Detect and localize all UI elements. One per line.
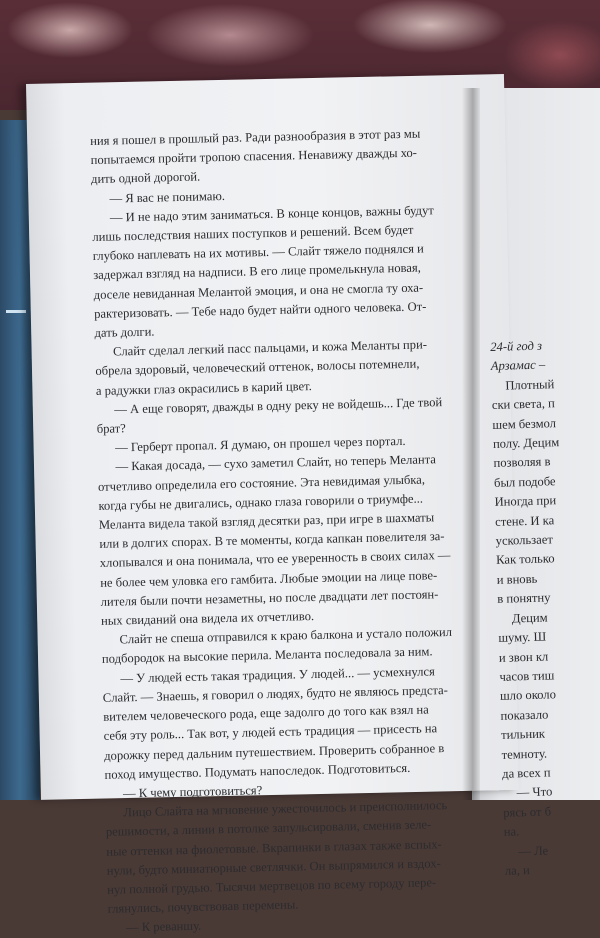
text-line: — К реваншу. [125, 919, 202, 935]
text-line: — Какая досада, — сухо заметил Слайт, но теперь Меланта [115, 452, 437, 474]
text-line: часов тиш [499, 668, 555, 684]
text-line: лителя были почти незаметны, но после двадцати лет постоян- [100, 587, 439, 609]
text-line: ных свиданий она видела их отчетливо. [100, 609, 315, 628]
cover-stripe [6, 310, 26, 313]
text-line: ния я пошел в прошлый раз. Ради разнообразия в этот раз мы [90, 126, 421, 148]
text-line: шло около [499, 687, 557, 704]
text-line: и звон кл [498, 649, 549, 665]
text-line: дить одной дорогой. [90, 169, 201, 187]
text-line: Меланта видела такой взгляд десятки раз, при игре в шахматы [98, 510, 435, 532]
text-line: когда губы не двигались, однако глаза говорили о триумфе... [98, 491, 424, 513]
text-line: хлопывался и она понимала, что ее уверенность в своих силах — [99, 548, 451, 571]
text-line: — А еще говорят, дважды в одну реку не войдешь... Где твой [114, 394, 443, 417]
left-page-text [90, 123, 496, 938]
text-line: шуму. Ш [498, 629, 547, 645]
text-line: нул полной грудью. Тысячи мертвецов по всему городу пере- [107, 875, 437, 897]
text-line: — Что [516, 784, 553, 800]
text-line: да всех п [501, 765, 551, 781]
text-line: Плотный [505, 377, 555, 393]
text-line: рясь от б [503, 804, 552, 820]
text-line: на. [503, 824, 520, 839]
text-line: Децим [511, 610, 548, 626]
text-line: полу. Децим [492, 435, 560, 451]
chapter-heading-line: 24-й год з [490, 338, 543, 354]
text-line: Слайт сделал легкий пасс пальцами, и кожа Меланты при- [112, 337, 428, 359]
text-line: или в долгих спорах. В те моменты, когда капкан повелителя за- [99, 529, 445, 552]
text-line: — У людей есть такая традиция. У людей... — усмехнулся [120, 664, 436, 686]
text-line: не более чем уловка его гамбита. Любые эмоции на лице пове- [100, 567, 438, 590]
text-line: позволяя в [493, 454, 551, 471]
text-line: и вновь [496, 571, 538, 587]
text-line: тильник [500, 726, 546, 742]
text-line: Как только [496, 551, 555, 568]
text-line: ускользает [495, 532, 554, 548]
text-line: задержал взгляд на надписи. В его лице промелькнула новая, [93, 260, 422, 283]
text-line: дать долги. [94, 324, 155, 340]
text-line: рактеризовать. — Тебе надо будет найти одного человека. От- [93, 299, 427, 321]
text-line: поход имущество. Подумать напоследок. Подготовиться. [104, 760, 411, 782]
text-line: темноту. [501, 746, 548, 762]
text-line: глубоко наплевать на их мотивы. — Слайт тяжело поднялся и [92, 241, 424, 264]
text-line: Слайт. — Знаешь, я говорил о людях, будто не являюсь предста- [102, 682, 449, 705]
text-line: — К чему подготовиться? [122, 783, 263, 801]
text-line: был подобе [493, 474, 556, 490]
text-line: ные оттенки на фиолетовые. Вкрапинки в глазах также вспых- [106, 836, 442, 859]
text-line: обрела здоровый, человеческий оттенок, волосы потемнели, [95, 357, 420, 379]
text-line: решимости, а линии в потолке запульсировали, сменив зеле- [105, 817, 432, 840]
text-line: — Герберт пропал. Я думаю, он прошел через портал. [115, 434, 406, 455]
text-line: шем безмол [492, 415, 557, 432]
text-line: Лицо Слайта на мгновение ужесточилось и преисполнилось [123, 798, 448, 820]
text-line: — Ле [518, 843, 549, 858]
text-line: доселе невиданная Мелантой эмоция, и она не смогла ту оха- [93, 280, 424, 302]
text-line: стене. И ка [494, 512, 555, 529]
text-line: брат? [96, 421, 126, 436]
text-line: — И не надо этим заниматься. В конце концов, важны будут [109, 203, 434, 225]
text-line: Слайт не спеша отправился к краю балкона и устало положил [119, 625, 453, 647]
text-line: ски света, п [491, 396, 555, 413]
text-line: дорожку перед дальним путешествием. Проверить собранное в [103, 740, 445, 763]
text-line: а радужки глаз окрасились в карий цвет. [95, 378, 312, 398]
text-line: вителем человеческого рода, еще задолго до того как взял на [103, 702, 429, 724]
text-line: отчетливо определила его состояние. Эта невидимая улыбка, [97, 472, 426, 494]
text-line: ла, и [504, 863, 530, 878]
text-line: подбородок на высокие перила. Меланта последовала за ним. [101, 644, 433, 667]
text-line: в понятну [497, 590, 551, 607]
text-line: лишь последствия наших поступков и решений. Всем будет [92, 222, 414, 244]
text-line: Иногда при [494, 493, 557, 510]
chapter-heading-line: Арзамас – [490, 357, 546, 374]
text-line: себя эту роль... Так вот, у людей есть традиция — присесть на [103, 721, 438, 744]
right-page-text [490, 335, 600, 882]
text-line: глянулись, почувствовав перемены. [107, 897, 299, 916]
text-line: — Я вас не понимаю. [109, 188, 226, 206]
text-line: попытаемся пройти тропою спасения. Ненавижу дважды хо- [90, 145, 418, 168]
text-line: показало [500, 707, 549, 723]
text-line: нули, будто миниатюрные светлячки. Он выпрямился и вздох- [106, 855, 441, 878]
